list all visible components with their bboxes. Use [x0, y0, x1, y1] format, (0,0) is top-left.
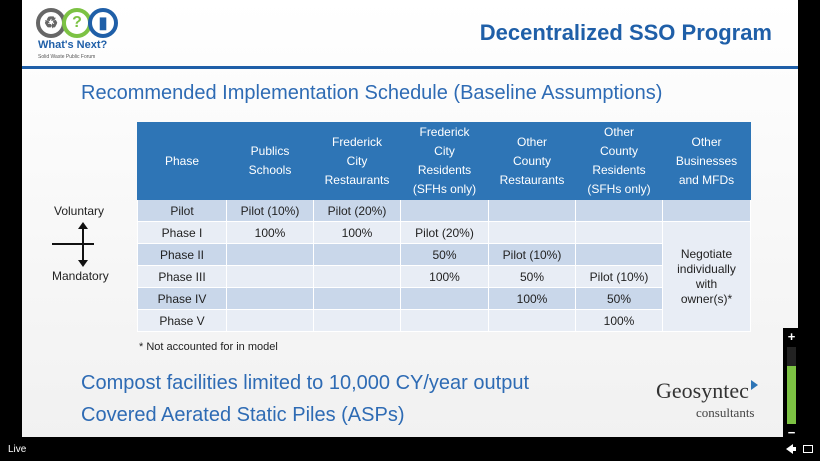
whats-next-logo — [36, 8, 122, 62]
company-subtitle: consultants — [696, 405, 755, 420]
schedule-cell: 50% — [489, 266, 576, 288]
zoom-out-button[interactable]: − — [787, 425, 796, 440]
header-line: Businesses — [675, 153, 738, 168]
table-header-row — [138, 123, 751, 200]
logo-building-icon: ▮ — [88, 8, 118, 38]
schedule-cell: Pilot (20%) — [314, 200, 401, 222]
header-line: Residents — [592, 163, 646, 177]
header-frederick-residents — [401, 123, 489, 200]
axis-vertical-line — [82, 228, 84, 262]
table-row — [138, 310, 751, 332]
header-frederick-restaurants — [314, 123, 401, 200]
schedule-cell — [576, 244, 663, 266]
header-public-schools — [227, 123, 314, 200]
phase-cell: Phase V — [138, 310, 227, 332]
schedule-cell — [314, 288, 401, 310]
arrow-up-icon — [78, 222, 88, 229]
header-line: Frederick — [419, 125, 470, 139]
schedule-cell — [401, 200, 489, 222]
slide-subtitle: Recommended Implementation Schedule (Baseline Assumptions) — [81, 82, 663, 104]
logo-question-icon: ? — [62, 8, 92, 38]
schedule-cell — [489, 200, 576, 222]
header-line: Other — [603, 125, 634, 139]
schedule-cell: 100% — [489, 288, 576, 310]
schedule-cell — [489, 310, 576, 332]
schedule-cell — [227, 288, 314, 310]
zoom-slider-fill — [787, 366, 796, 424]
table-row — [138, 266, 751, 288]
table-row — [138, 244, 751, 266]
header-county-restaurants — [489, 123, 576, 200]
negotiate-note-line: owner(s)* — [680, 291, 733, 306]
schedule-cell — [314, 244, 401, 266]
phase-cell: Phase I — [138, 222, 227, 244]
header-line: Restaurants — [499, 172, 565, 187]
phase-cell: Phase III — [138, 266, 227, 288]
schedule-cell — [576, 222, 663, 244]
zoom-slider[interactable] — [787, 347, 796, 424]
company-name: Geosyntec — [656, 378, 749, 403]
schedule-cell: 50% — [401, 244, 489, 266]
negotiate-note-cell — [663, 222, 751, 332]
header-line: (SFHs only) — [587, 182, 651, 196]
bullet-covered-asp: Covered Aerated Static Piles (ASPs) — [81, 404, 405, 426]
schedule-cell: 100% — [227, 222, 314, 244]
axis-horizontal-line — [52, 243, 94, 245]
arrow-down-icon — [78, 260, 88, 267]
live-label: Live — [8, 444, 27, 455]
logo-title: What's Next? — [38, 39, 108, 51]
volume-icon[interactable] — [786, 444, 793, 454]
logo-subtitle: Solid Waste Public Forum — [38, 54, 96, 60]
header-line: Phase — [164, 153, 200, 168]
geosyntec-triangle-icon — [751, 380, 758, 390]
slide-title: Decentralized SSO Program — [479, 20, 772, 45]
table-row — [138, 222, 751, 244]
negotiate-note-line: with — [695, 276, 718, 291]
phase-cell: Pilot — [138, 200, 227, 222]
table-row — [138, 288, 751, 310]
header-line: Frederick — [331, 134, 382, 149]
schedule-cell: 100% — [401, 266, 489, 288]
header-line: Schools — [248, 163, 292, 177]
header-line: Other — [691, 134, 722, 149]
schedule-cell — [227, 244, 314, 266]
schedule-cell — [227, 310, 314, 332]
table-row — [138, 200, 751, 222]
schedule-cell — [314, 266, 401, 288]
schedule-cell: 50% — [576, 288, 663, 310]
schedule-cell — [663, 200, 751, 222]
header-line: County — [599, 144, 639, 158]
schedule-cell: Pilot (10%) — [576, 266, 663, 288]
header-county-residents — [576, 123, 663, 200]
header-line: City — [434, 144, 455, 158]
schedule-cell — [576, 200, 663, 222]
logo-recycle-icon: ♻ — [36, 8, 66, 38]
player-control-bar — [0, 437, 820, 461]
negotiate-note-line: Negotiate — [680, 246, 733, 261]
presentation-slide — [22, 0, 798, 440]
schedule-cell — [401, 288, 489, 310]
schedule-cell — [227, 266, 314, 288]
header-line: City — [346, 153, 368, 168]
schedule-cell: 100% — [576, 310, 663, 332]
header-line: Publics — [250, 144, 290, 158]
header-line: County — [512, 153, 552, 168]
schedule-cell: Pilot (10%) — [489, 244, 576, 266]
schedule-cell — [489, 222, 576, 244]
negotiate-note-line: individually — [677, 261, 736, 276]
header-line: (SFHs only) — [412, 182, 477, 196]
phase-cell: Phase IV — [138, 288, 227, 310]
schedule-cell: Pilot (10%) — [227, 200, 314, 222]
schedule-cell — [314, 310, 401, 332]
header-line: and MFDs — [678, 172, 735, 187]
schedule-cell: Pilot (20%) — [401, 222, 489, 244]
voluntary-label: Voluntary — [54, 204, 105, 218]
header-line: Residents — [417, 163, 472, 177]
table-body — [138, 200, 751, 332]
schedule-table — [137, 122, 751, 332]
header-line: Other — [516, 134, 547, 149]
phase-cell: Phase II — [138, 244, 227, 266]
header-line: Restaurants — [324, 172, 390, 187]
header-divider — [22, 66, 798, 69]
bullet-compost-facilities: Compost facilities limited to 10,000 CY/year output — [81, 372, 529, 394]
zoom-in-button[interactable]: + — [787, 329, 796, 344]
header-phase — [138, 123, 227, 200]
footnote: * Not accounted for in model — [139, 341, 278, 353]
fullscreen-icon[interactable] — [803, 445, 813, 453]
schedule-cell: 100% — [314, 222, 401, 244]
header-other-businesses — [663, 123, 751, 200]
schedule-cell — [401, 310, 489, 332]
geosyntec-logo — [656, 378, 758, 404]
mandatory-label: Mandatory — [52, 269, 109, 283]
